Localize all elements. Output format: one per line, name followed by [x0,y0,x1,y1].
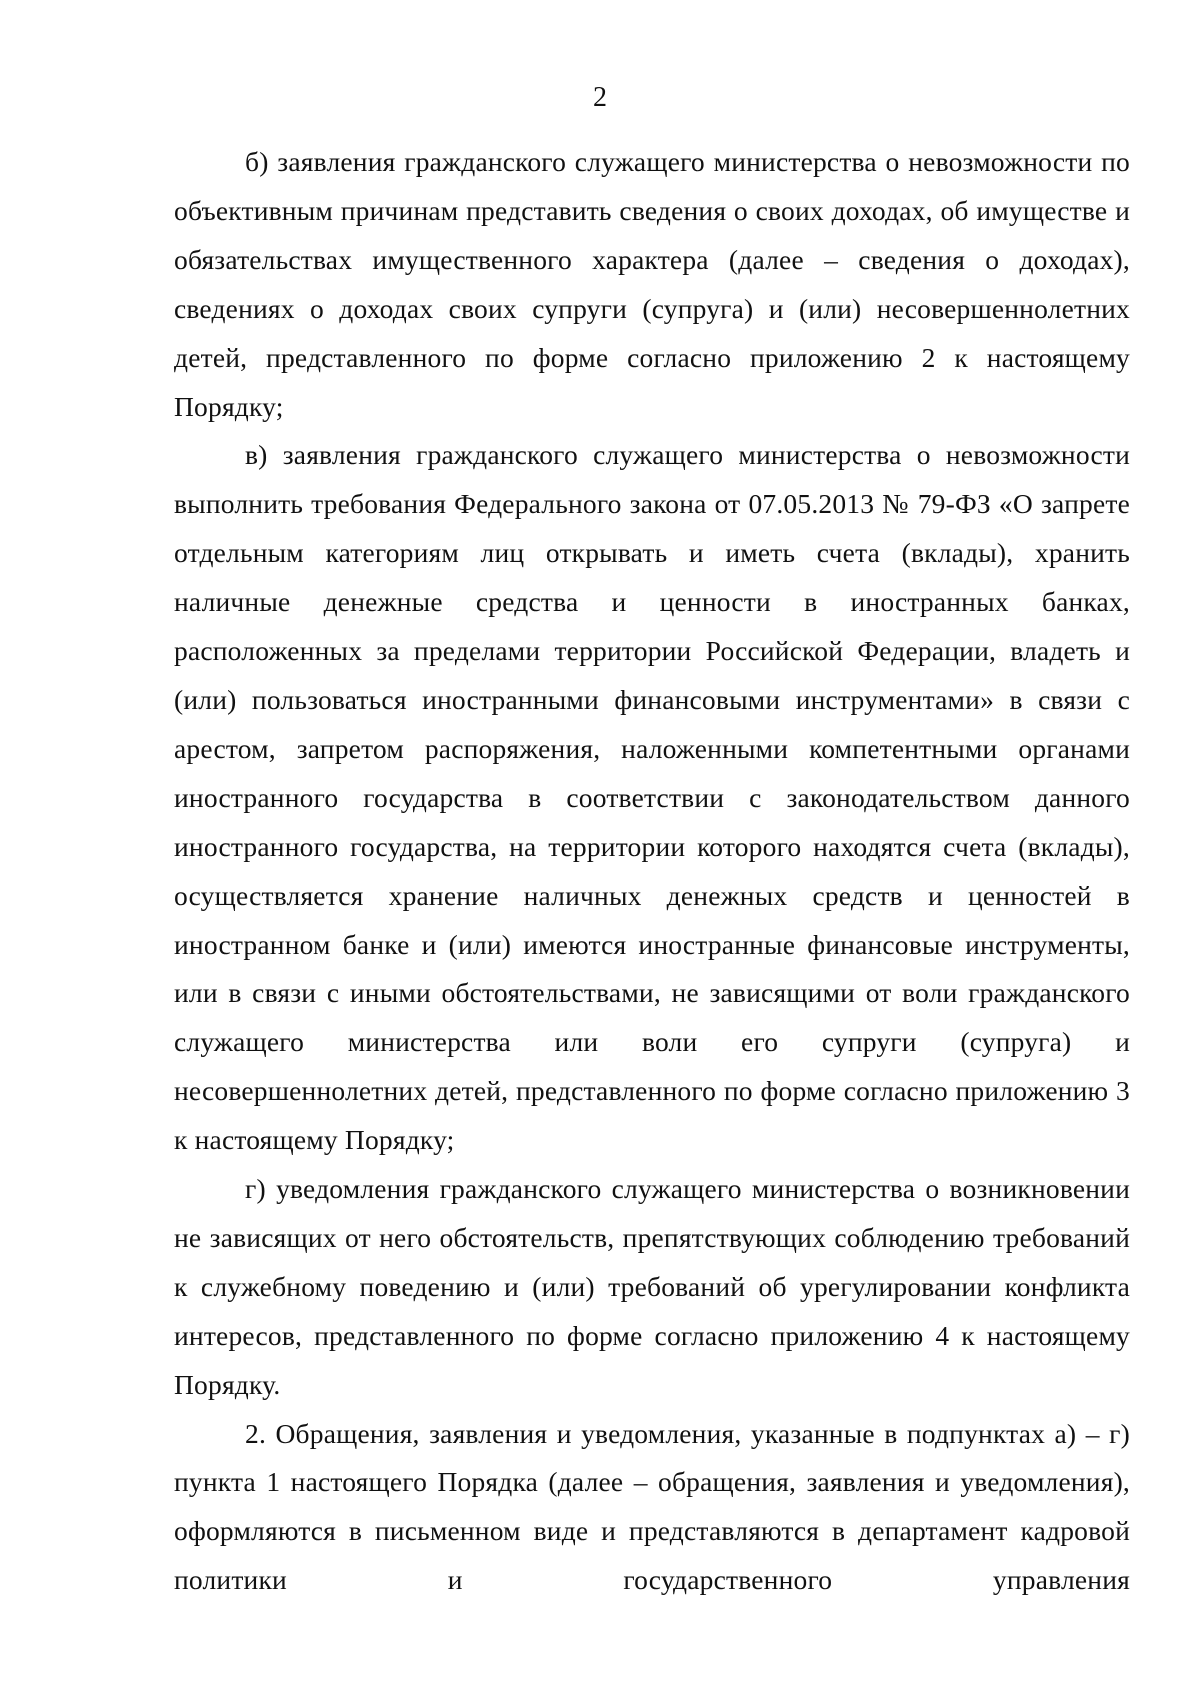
paragraph-2: 2. Обращения, заявления и уведомления, указанные в подпунктах а) – г) пункта 1 настоящего Порядка (далее – обращения, заявления и уведомления), оформляются в письменном виде и представляются в департамент кадровой политики и государственного управления [174,1417,1130,1596]
document-body [174,138,1130,1605]
paragraph-v: в) заявления гражданского служащего министерства о невозможности выполнить требования Федерального закона от 07.05.2013 № 79-ФЗ «О запрете отдельным категориям лиц открывать и иметь счета (вклады), хранить наличные денежные средства и ценности в иностранных банках, расположенных за пределами территории Российской Федерации, владеть и (или) пользоваться иностранными финансовыми инструментами» в связи с арестом, запретом распоряжения, наложенными компетентными органами иностранного государства в соответствии с законодательством данного иностранного государства, на территории которого находятся счета (вклады), осуществляется хранение наличных денежных средств и ценностей в иностранном банке и (или) имеются иностранные финансовые инструменты, или в связи с иными обстоятельствами, не зависящими от воли гражданского служащего министерства или воли его супруги (супруга) и несовершеннолетних детей, представленного по форме согласно приложению 3 к настоящему Порядку; [174,439,1130,1156]
page-number: 2 [593,82,607,113]
paragraph-g: г) уведомления гражданского служащего министерства о возникновении не зависящих от него обстоятельств, препятствующих соблюдению требований к служебному поведению и (или) требований об урегулировании конфликта интересов, представленного по форме согласно приложению 4 к настоящему Порядку. [174,1173,1130,1400]
paragraph-b: б) заявления гражданского служащего министерства о невозможности по объективным причинам представить сведения о своих доходах, об имуществе и обязательствах имущественного характера (далее – сведения о доходах), сведениях о доходах своих супруги (супруга) и (или) несовершеннолетних детей, представленного по форме согласно приложению 2 к настоящему Порядку; [174,146,1130,422]
